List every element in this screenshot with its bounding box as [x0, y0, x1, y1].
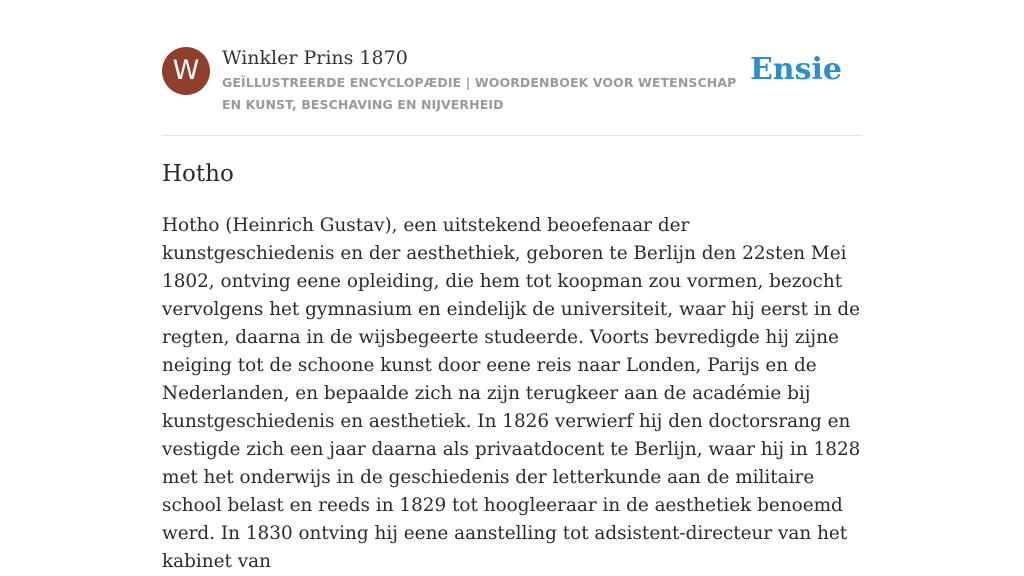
source-title[interactable]: Winkler Prins 1870 [222, 47, 408, 69]
header-divider [162, 135, 862, 136]
entry-title: Hotho [162, 161, 234, 187]
source-avatar[interactable]: W [162, 47, 210, 95]
ensie-logo[interactable]: Ensie [749, 52, 842, 87]
source-header [162, 46, 862, 116]
source-subtitle: GEÏLLUSTREERDE ENCYCLOPÆDIE | WOORDENBOEK VOOR WETENSCHAP EN KUNST, BESCHAVING EN NIJVERHEID [222, 75, 737, 112]
entry-body: Hotho (Heinrich Gustav), een uitstekend beoefenaar der kunstgeschiedenis en der aesthethiek, geboren te Berlijn den 22sten Mei 1802, ontving eene opleiding, die hem tot koopman zou vormen, bezocht vervolgens het gymnasium en eindelijk de universiteit, waar hij eerst in de regten, daarna in de wijsbegeerte studeerde. Voorts bevredigde hij zijne neiging tot de schoone kunst door eene reis naar Londen, Parijs en de Nederlanden, en bepaalde zich na zijn terugkeer aan de académie bij kunstgeschiedenis en aesthetiek. In 1826 verwierf hij den doctorsrang en vestigde zich een jaar daarna als privaatdocent te Berlijn, waar hij in 1828 met het onderwijs in de geschiedenis der letterkunde aan de militaire school belast en reeds in 1829 tot hoogleeraar in de aesthetiek benoemd werd. In 1830 ontving hij eene aanstelling tot adsistent-directeur van het kabinet van [162, 215, 861, 572]
